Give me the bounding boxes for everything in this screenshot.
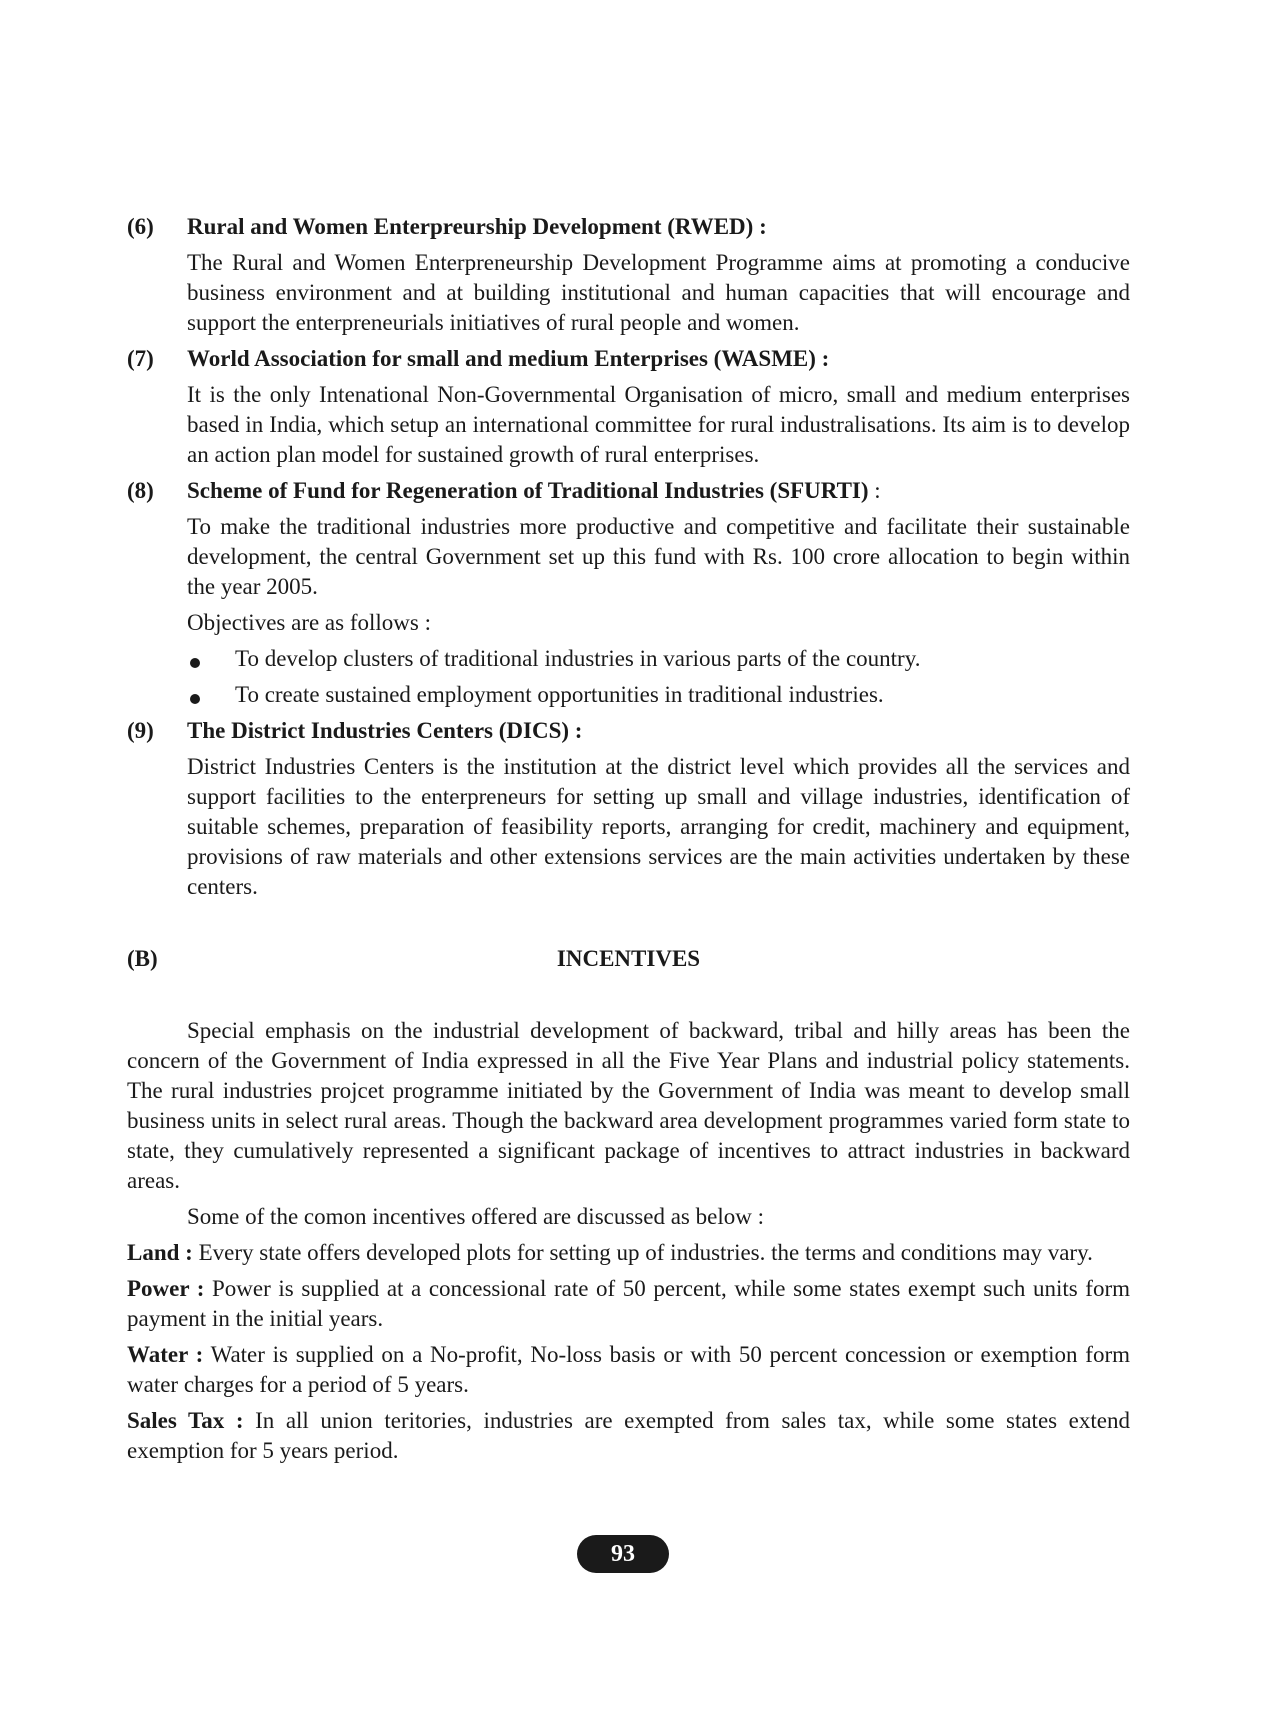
bullet-item [187, 680, 1130, 710]
incentive-text: Power is supplied at a concessional rate of 50 percent, while some states exempt such units form payment in the initial years. [127, 1276, 1130, 1331]
list-item-wasme [127, 344, 1130, 470]
incentive-land [127, 1238, 1130, 1268]
item-body: It is the only Intenational Non-Governmental Organisation of micro, small and medium enterprises based in India, which setup an international committee for rural industralisations. Its aim is to develop an action plan model for sustained growth of rural enterprises. [187, 382, 1130, 467]
bullet-item [187, 644, 1130, 674]
objectives-intro: Objectives are as follows : [187, 610, 431, 635]
item-number: (6) [127, 214, 154, 239]
incentive-term: Sales Tax : [127, 1408, 244, 1433]
incentive-text: In all union teritories, industries are exempted from sales tax, while some states extend exemption for 5 years period. [127, 1408, 1130, 1463]
bullet-text: To create sustained employment opportunities in traditional industries. [235, 682, 884, 707]
item-number: (7) [127, 346, 154, 371]
item-number: (9) [127, 718, 154, 743]
bullet-dot-icon [190, 694, 200, 704]
incentive-term: Water : [127, 1342, 204, 1367]
incentive-text: Every state offers developed plots for setting up of industries. the terms and conditions may vary. [192, 1240, 1093, 1265]
list-item-sfurti [127, 476, 1130, 710]
item-heading [187, 476, 1130, 506]
section-heading [127, 944, 1130, 974]
bullet-text: To develop clusters of traditional industries in various parts of the country. [235, 646, 921, 671]
incentive-water [127, 1340, 1130, 1400]
page-number-badge: 93 [577, 1535, 669, 1573]
item-heading: World Association for small and medium Enterprises (WASME) : [187, 346, 830, 371]
page-content [127, 212, 1130, 1472]
incentive-text: Water is supplied on a No-profit, No-loss basis or with 50 percent concession or exemption form water charges for a period of 5 years. [127, 1342, 1130, 1397]
incentive-term: Power : [127, 1276, 205, 1301]
list-item-rwed [127, 212, 1130, 338]
incentive-sales-tax [127, 1406, 1130, 1466]
item-body: The Rural and Women Enterpreneurship Development Programme aims at promoting a conducive business environment and at building institutional and human capacities that will encourage and support the enterpreneurials initiatives of rural people and women. [187, 250, 1130, 335]
item-heading-text: Scheme of Fund for Regeneration of Traditional Industries (SFURTI) [187, 478, 869, 503]
item-body: District Industries Centers is the institution at the district level which provides all the services and support facilities to the enterpreneurs for setting up small and village industries, identification of suitable schemes, preparation of feasibility reports, arranging for credit, machinery and equipment, provisions of raw materials and other extensions services are the main activities undertaken by these centers. [187, 754, 1130, 899]
intro-paragraph: Special emphasis on the industrial development of backward, tribal and hilly areas has been the concern of the Government of India expressed in all the Five Year Plans and industrial policy statements. The rural industries projcet programme initiated by the Government of India was meant to develop small business units in select rural areas. Though the backward area development programmes varied form state to state, they cumulatively represented a significant package of incentives to attract industries in backward areas. [127, 1018, 1130, 1193]
item-body: To make the traditional industries more productive and competitive and facilitate their sustainable development, the central Government set up this fund with Rs. 100 crore allocation to begin within the year 2005. [187, 514, 1130, 599]
objectives-list [187, 644, 1130, 710]
section-intro [127, 1016, 1130, 1232]
item-heading: The District Industries Centers (DICS) : [187, 718, 583, 743]
intro-lead: Some of the comon incentives offered are discussed as below : [187, 1204, 764, 1229]
list-item-dics [127, 716, 1130, 902]
section-label: (B) [127, 946, 158, 971]
item-heading-suffix: : [868, 478, 881, 503]
bullet-dot-icon [190, 658, 200, 668]
item-heading: Rural and Women Enterpreurship Development (RWED) : [187, 214, 767, 239]
section-title: INCENTIVES [556, 946, 701, 971]
incentive-term: Land : [127, 1240, 193, 1265]
incentive-power [127, 1274, 1130, 1334]
item-number: (8) [127, 478, 154, 503]
